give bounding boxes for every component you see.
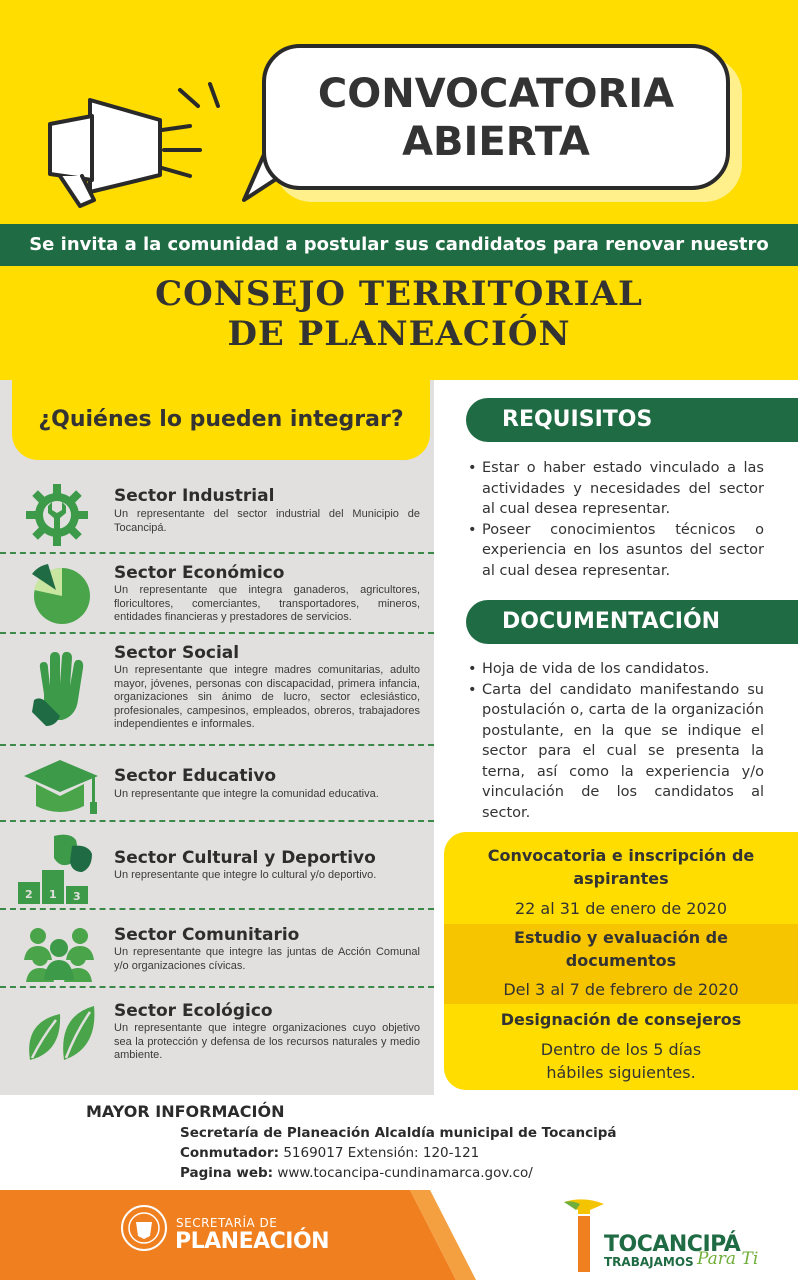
date-title-convocatoria: Convocatoria e inscripción de aspirantes [487,846,755,888]
info-web [180,1165,533,1181]
title-line1: CONVOCATORIA [317,71,675,117]
page-title [262,70,730,166]
phone-value: 5169017 Extensión: 120-121 [279,1145,480,1161]
sector-industrial [0,472,434,554]
graduation-cap-icon [20,756,102,818]
sector-ecologico [0,988,434,1084]
date-title-designacion: Designación de consejeros [500,1010,742,1029]
documentacion-heading: DOCUMENTACIÓN [466,600,798,644]
hands-icon [30,650,90,730]
sector-cultural [0,822,434,910]
info-phone [180,1145,479,1161]
sectors-heading: ¿Quiénes lo pueden integrar? [12,380,430,460]
invite-banner: Se invita a la comunidad a postular sus candidatos para renovar nuestro [0,224,798,266]
sector-desc: Un representante que integre madres comunitarias, adulto mayor, jóvenes, personas con discapacidad, primera infancia, organizaciones sin ánimo de lucro, sector eclesiástico, profesionales, campesinos, empleados, obreros, trabajadores independientes e informales. [114,664,420,731]
phone-label: Conmutador: [180,1145,280,1161]
requisitos-list [468,458,764,581]
consejo-title [0,274,798,354]
community-icon [22,924,96,984]
web-link[interactable]: www.tocancipa-cundinamarca.gov.co/ [273,1165,533,1181]
dates-box [444,832,798,1090]
consejo-line2: DE PLANEACIÓN [227,314,571,354]
tocancipa-brand: TOCANCIPÁ [604,1232,741,1257]
sector-title: Sector Cultural y Deportivo [114,848,376,868]
consejo-line1: CONSEJO TERRITORIAL [155,274,643,314]
svg-text:2: 2 [25,888,33,901]
sector-title: Sector Comunitario [114,925,300,945]
sector-comunitario [0,910,434,988]
sector-economico [0,554,434,634]
date-value-convocatoria: 22 al 31 de enero de 2020 [514,899,728,918]
sector-title: Sector Industrial [114,486,275,506]
gear-wrench-icon [22,480,92,550]
info-line: Secretaría de Planeación Alcaldía municipal de Tocancipá [180,1125,617,1141]
sector-title: Sector Ecológico [114,1001,273,1021]
megaphone-icon [30,80,250,210]
sector-desc: Un representante que integra ganaderos, agricultores, floricultores, comerciantes, transportadores, mineros, entidades financieras y prestadores de servicios. [114,584,420,624]
date-title-estudio: Estudio y evaluación de documentos [514,928,728,970]
tocancipa-logo [562,1198,606,1274]
sector-title: Sector Educativo [114,766,277,786]
sector-desc: Un representante que integre las juntas de Acción Comunal y/o organizaciones cívicas. [114,946,420,972]
sector-educativo [0,746,434,822]
title-line2: ABIERTA [402,119,590,165]
sector-desc: Un representante que integre organizaciones cuyo objetivo sea la protección y defensa de los recursos naturales y medio ambiente. [114,1022,420,1062]
list-item: • Carta del candidato manifestando su postulación o, carta de la organización postulante, en la que se indique el sector para el cual se presenta la terna, así como la experiencia y/o vinculación de los candidatos al sector. [468,680,764,824]
tocancipa-slogan-script: Para Ti [697,1249,759,1269]
info-heading: MAYOR INFORMACIÓN [86,1102,285,1121]
date-value-designacion: Dentro de los 5 días hábiles siguientes. [540,1040,702,1082]
sector-title: Sector Económico [114,563,285,583]
seal-logo [120,1204,168,1252]
requisitos-heading: REQUISITOS [466,398,798,442]
sector-desc: Un representante que integre la comunidad educativa. [114,788,379,800]
list-item: • Hoja de vida de los candidatos. [468,659,764,680]
date-value-estudio: Del 3 al 7 de febrero de 2020 [503,980,739,999]
sector-desc: Un representante que integre lo cultural y/o deportivo. [114,869,377,881]
planeacion-label: PLANEACIÓN [175,1229,330,1254]
web-label: Pagina web: [180,1165,274,1181]
leaves-icon [24,1002,98,1066]
list-item: • Poseer conocimientos técnicos o experiencia en los asuntos del sector al cual desea representar. [468,520,764,582]
sector-social [0,634,434,746]
svg-text:3: 3 [73,890,81,903]
sector-desc: Un representante del sector industrial del Municipio de Tocancipá. [114,508,420,534]
list-item: • Estar o haber estado vinculado a las actividades y necesidades del sector al cual desea representar. [468,458,764,520]
tocancipa-slogan: TRABAJAMOS [604,1255,694,1269]
svg-text:1: 1 [49,888,57,901]
secretaria-label: SECRETARÍA DE [176,1216,278,1230]
podium-masks-icon [14,832,106,906]
pie-chart-icon [26,560,92,626]
documentacion-list [468,659,764,823]
sector-title: Sector Social [114,643,240,663]
